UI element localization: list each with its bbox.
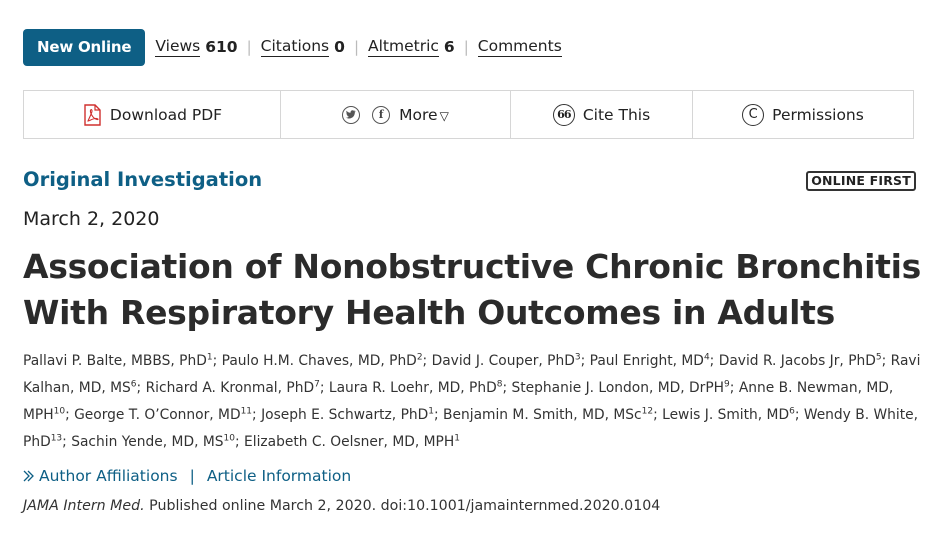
journal-abbrev: JAMA Intern Med. (23, 498, 145, 514)
author-name: Paulo H.M. Chaves, MD, PhD (221, 353, 417, 369)
author-separator: ; (65, 407, 75, 423)
more-label: More (399, 105, 438, 124)
author-name: Benjamin M. Smith, MD, MSc (443, 407, 642, 423)
affiliation-number: 12 (641, 406, 654, 417)
author-name: Laura R. Loehr, MD, PhD (328, 380, 497, 396)
metrics-list (155, 37, 561, 57)
article-toolbar (23, 90, 914, 139)
comments-metric[interactable] (478, 37, 562, 57)
author-separator: ; (252, 407, 262, 423)
permissions-label: Permissions (772, 105, 864, 124)
author-link[interactable] (443, 407, 653, 423)
author-name: Stephanie J. London, MD, DrPH (511, 380, 725, 396)
metric-separator: | (353, 38, 359, 56)
author-name: Anne B. Newman, MD, MPH (23, 380, 894, 423)
author-link[interactable] (74, 407, 252, 423)
author-name: Wendy B. White, PhD (23, 407, 918, 450)
author-name: Ravi Kalhan, MD, MS (23, 353, 921, 396)
affiliation-number: 1 (428, 406, 434, 417)
author-link[interactable] (71, 434, 235, 450)
author-separator: ; (422, 353, 432, 369)
cite-this-button[interactable] (511, 91, 693, 138)
author-name: David R. Jacobs Jr, PhD (718, 353, 876, 369)
online-first-badge: ONLINE FIRST (806, 171, 916, 191)
twitter-icon[interactable] (342, 106, 360, 124)
author-name: Pallavi P. Balte, MBBS, PhD (23, 353, 207, 369)
altmetric-label[interactable]: Altmetric (368, 37, 439, 55)
author-link[interactable] (146, 380, 320, 396)
author-separator: ; (136, 380, 146, 396)
link-divider: | (189, 467, 195, 485)
author-link[interactable] (719, 353, 882, 369)
new-online-badge: New Online (23, 29, 145, 66)
author-link[interactable] (23, 353, 213, 369)
author-separator: ; (881, 353, 891, 369)
author-separator: ; (234, 434, 245, 450)
affiliation-number: 13 (50, 433, 63, 444)
metric-separator: | (463, 38, 469, 56)
author-link[interactable] (432, 353, 581, 369)
comments-link[interactable]: Comments (477, 37, 562, 55)
author-affiliations-toggle[interactable] (23, 467, 178, 485)
author-separator: ; (580, 353, 590, 369)
facebook-icon[interactable]: f (372, 106, 390, 124)
author-name: Sachin Yende, MD, MS (71, 434, 224, 450)
author-separator: ; (709, 353, 719, 369)
views-label[interactable]: Views (155, 37, 201, 55)
author-affiliations-label: Author Affiliations (39, 467, 178, 485)
author-name: Paul Enright, MD (589, 353, 704, 369)
more-share-button[interactable] (399, 106, 449, 124)
author-link[interactable] (244, 434, 460, 450)
article-information-link[interactable]: Article Information (206, 467, 352, 485)
citations-label[interactable]: Citations (260, 37, 330, 55)
affiliation-number: 11 (240, 406, 253, 417)
author-name: David J. Couper, PhD (431, 353, 575, 369)
share-more-cell (281, 91, 511, 138)
affiliation-number: 4 (703, 352, 710, 363)
double-chevron-right-icon (23, 470, 35, 482)
article-type-link[interactable]: Original Investigation (23, 168, 263, 191)
copyright-icon: C (742, 104, 764, 126)
author-name: Richard A. Kronmal, PhD (145, 380, 315, 396)
chevron-down-icon: ▽ (439, 108, 449, 123)
affiliation-number: 9 (724, 379, 730, 390)
author-name: Lewis J. Smith, MD (662, 407, 790, 423)
altmetric-score: 6 (443, 38, 455, 56)
affiliation-number: 6 (130, 379, 137, 390)
download-pdf-button[interactable] (24, 91, 281, 138)
affiliation-number: 7 (314, 379, 320, 390)
affiliation-number: 10 (53, 406, 66, 417)
affiliation-number: 1 (454, 433, 460, 444)
author-separator: ; (794, 407, 804, 423)
author-separator: ; (434, 407, 444, 423)
citations-count: 0 (334, 38, 345, 56)
author-link[interactable] (512, 380, 730, 396)
author-link[interactable] (261, 407, 434, 423)
affiliation-number: 6 (789, 406, 795, 417)
citation-line (23, 498, 660, 514)
citation-details: Published online March 2, 2020. doi:10.1001/jamainternmed.2020.0104 (144, 498, 661, 514)
views-metric[interactable] (155, 37, 237, 57)
views-count: 610 (205, 38, 238, 56)
author-separator: ; (502, 380, 512, 396)
affiliation-number: 10 (223, 433, 235, 444)
cite-this-label: Cite This (582, 105, 651, 124)
author-separator: ; (212, 353, 222, 369)
author-list (23, 348, 923, 456)
affiliation-number: 5 (875, 352, 882, 363)
author-separator: ; (729, 380, 739, 396)
download-pdf-label: Download PDF (109, 105, 223, 124)
quote-icon: 66 (553, 104, 575, 126)
author-separator: ; (62, 434, 72, 450)
affiliation-number: 2 (416, 352, 423, 363)
author-name: Joseph E. Schwartz, PhD (261, 407, 429, 423)
author-name: George T. O’Connor, MD (74, 407, 241, 423)
author-separator: ; (319, 380, 329, 396)
author-link[interactable] (662, 407, 795, 423)
article-info-links (23, 467, 351, 485)
citations-metric[interactable] (261, 37, 345, 57)
affiliation-number: 3 (574, 352, 581, 363)
article-metrics-bar (23, 28, 562, 66)
publication-date: March 2, 2020 (23, 208, 160, 230)
affiliation-number: 1 (206, 352, 213, 363)
author-name: Elizabeth C. Oelsner, MD, MPH (244, 434, 455, 450)
author-separator: ; (653, 407, 663, 423)
author-link[interactable] (222, 353, 423, 369)
author-link[interactable] (590, 353, 710, 369)
pdf-icon (82, 104, 102, 126)
author-link[interactable] (329, 380, 503, 396)
affiliation-number: 8 (496, 379, 503, 390)
altmetric-metric[interactable] (368, 37, 455, 57)
permissions-button[interactable] (693, 91, 913, 138)
article-title: Association of Nonobstructive Chronic Bronchitis With Respiratory Health Outcomes in Adults (23, 247, 921, 332)
metric-separator: | (246, 38, 252, 56)
